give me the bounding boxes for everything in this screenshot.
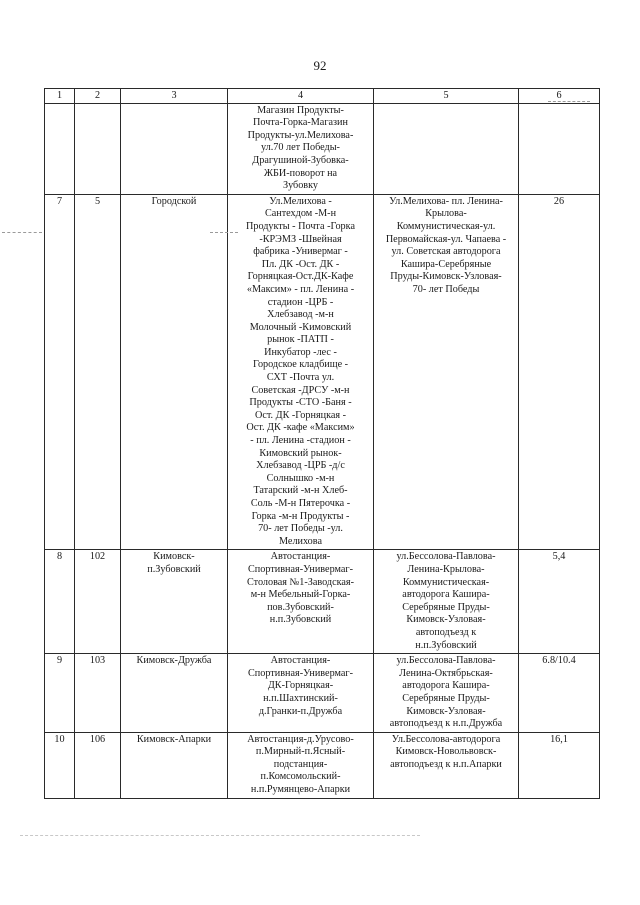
cell-line: ул.Бессолова-Павлова- (396, 551, 496, 563)
cell-line: Зубовку (282, 180, 319, 192)
table-row (45, 103, 600, 194)
cell-line: ДК-Горняцкая- (267, 680, 334, 692)
cell-line: п.Комсомольский- (260, 771, 341, 783)
cell-line: Городское кладбище - (252, 359, 349, 371)
cell-line: Автостанция-д.Урусово- (247, 733, 354, 745)
cell-line: Ул.Бессолова-автодорога (391, 733, 501, 745)
cell-line: Спортивная-Универмаг- (248, 667, 353, 679)
row-number-cell: 8 (45, 550, 75, 654)
route-number-cell: 5 (75, 194, 121, 550)
length-cell: 16,1 (519, 732, 600, 798)
cell-line: автодорога Кашира- (402, 589, 490, 601)
header-cell: 2 (75, 89, 121, 104)
cell-line: Хлебзавод -ЦРБ -д/с (256, 460, 345, 472)
table-row (45, 732, 600, 798)
cell-line: м-н Мебельный-Горка- (250, 589, 351, 601)
route-number-cell: 103 (75, 654, 121, 733)
cell-line: ул.70 лет Победы- (261, 142, 340, 154)
route-name-cell (121, 732, 228, 798)
cell-line: Молочный -Кимовский (249, 321, 352, 333)
header-cell: 3 (121, 89, 228, 104)
cell-line: Крылова- (425, 208, 467, 220)
length-cell (519, 103, 600, 194)
table-row (45, 654, 600, 733)
route-name-cell (121, 550, 228, 654)
cell-line: подстанция- (273, 758, 328, 770)
cell-line: Драгушиной-Зубовка- (252, 154, 349, 166)
cell-line: автоподъезд к н.п.Апарки (390, 758, 502, 770)
cell-line: н.п.Румянцево-Апарки (250, 784, 351, 796)
cell-line: ЖБИ-поворот на (263, 167, 338, 179)
cell-line: автоподъезд к н.п.Дружба (389, 718, 503, 730)
streets-cell (374, 103, 519, 194)
cell-line: Ул.Мелихова- пл. Ленина- (389, 195, 503, 207)
length-cell: 6.8/10.4 (519, 654, 600, 733)
cell-line: ул.Бессолова-Павлова- (396, 655, 496, 667)
route-name-cell (121, 194, 228, 550)
cell-line: Ост. ДК -кафе «Максим» (246, 422, 355, 434)
length-cell: 5,4 (519, 550, 600, 654)
cell-line: н.п.Зубовский (415, 639, 477, 651)
cell-line: Кимовск-Узловая- (406, 614, 486, 626)
cell-line: автоподъезд к (415, 626, 477, 638)
length-cell: 26 (519, 194, 600, 550)
cell-line: Автостанция- (270, 655, 331, 667)
cell-line: Серебряные Пруды- (402, 692, 490, 704)
cell-line: Сантехдом -М-н (264, 208, 337, 220)
cell-line: Кимовск-Дружба (136, 655, 212, 667)
cell-line: Горняцкая-Ост.ДК-Кафе (247, 271, 354, 283)
cell-line: Кимовск-Апарки (136, 733, 212, 745)
cell-line: -КРЭМЗ -Швейная (259, 233, 342, 245)
cell-line: СХТ -Почта ул. (266, 372, 335, 384)
cell-line: Почта-Горка-Магазин (253, 117, 348, 129)
row-number-cell: 7 (45, 194, 75, 550)
stops-cell (228, 550, 374, 654)
cell-line: Ленина-Крылова- (407, 563, 485, 575)
cell-line: н.п.Шахтинский- (263, 692, 338, 704)
streets-cell (374, 194, 519, 550)
cell-line: Столовая №1-Заводская- (246, 576, 355, 588)
cell-line: пов.Зубовский- (267, 601, 334, 613)
cell-line: Продукты-ул.Мелихова- (247, 129, 354, 141)
scan-artifact (2, 232, 42, 234)
stops-cell (228, 654, 374, 733)
cell-line: Кимовск-Узловая- (406, 705, 486, 717)
cell-line: автодорога Кашира- (402, 680, 490, 692)
row-number-cell (45, 103, 75, 194)
page-number: 92 (313, 58, 327, 73)
cell-line: Соль -М-н Пятерочка - (250, 498, 351, 509)
cell-line: Ост. ДК -Горняцкая - (254, 409, 347, 421)
header-cell: 4 (228, 89, 374, 104)
cell-line: Горка -м-н Продукты - (251, 510, 350, 522)
cell-line: стадион -ЦРБ - (267, 296, 334, 308)
cell-line: Продукты - Почта -Горка (246, 220, 355, 232)
stops-cell (228, 103, 374, 194)
header-cell: 5 (374, 89, 519, 104)
cell-line: Спортивная-Универмаг- (248, 563, 353, 575)
cell-line: ул. Советская автодорога (391, 246, 501, 258)
cell-line: Татарский -м-н Хлеб- (253, 485, 348, 497)
header-row (45, 89, 600, 104)
header-cell: 1 (45, 89, 75, 104)
cell-line: Ленина-Октябрьская- (399, 667, 493, 679)
route-number-cell (75, 103, 121, 194)
scan-artifact (210, 232, 238, 234)
cell-line: Коммунистическая-ул. (396, 220, 496, 232)
cell-line: 70- лет Победы -ул. (258, 523, 343, 535)
header-cell: 6 (519, 89, 600, 104)
cell-line: Магазин Продукты- (257, 104, 344, 116)
cell-line: Пл. ДК -Ост. ДК - (261, 258, 340, 270)
cell-line: д.Гранки-п.Дружба (258, 705, 343, 717)
cell-line: «Максим» - пл. Ленина - (246, 283, 355, 295)
cell-line: Кимовск- (153, 551, 195, 563)
cell-line: Ул.Мелихова - (269, 195, 332, 207)
route-name-cell (121, 103, 228, 194)
streets-cell (374, 732, 519, 798)
route-name-cell (121, 654, 228, 733)
table-row (45, 194, 600, 550)
streets-cell (374, 550, 519, 654)
table-row (45, 550, 600, 654)
cell-line: Кимовский рынок- (259, 447, 342, 459)
cell-line: Коммунистическая- (402, 576, 490, 588)
cell-line: фабрика -Универмаг - (253, 246, 348, 258)
cell-line: Серебряные Пруды- (402, 601, 490, 613)
cell-line: Пруды-Кимовск-Узловая- (390, 271, 502, 283)
cell-line: - пл. Ленина -стадион - (250, 435, 351, 447)
streets-cell (374, 654, 519, 733)
scan-artifact (548, 101, 590, 103)
scan-artifact (20, 835, 420, 837)
stops-cell (228, 194, 374, 550)
cell-line: п.Мирный-п.Ясный- (255, 746, 346, 758)
row-number-cell: 9 (45, 654, 75, 733)
cell-line: рынок -ПАТП - (267, 334, 334, 346)
cell-line: Автостанция- (270, 551, 331, 563)
cell-line: н.п.Зубовский (269, 614, 332, 626)
route-number-cell: 102 (75, 550, 121, 654)
cell-line: п.Зубовский (147, 563, 201, 575)
cell-line: Мелихова (279, 535, 322, 547)
cell-line: Хлебзавод -м-н (267, 309, 334, 321)
row-number-cell: 10 (45, 732, 75, 798)
cell-line: Первомайская-ул. Чапаева - (385, 233, 507, 245)
cell-line: Кашира-Серебряные (400, 258, 492, 270)
cell-line: Городской (151, 195, 197, 207)
cell-line: Инкубатор -лес - (264, 346, 337, 358)
stops-cell (228, 732, 374, 798)
cell-line: Солнышко -м-н (266, 472, 335, 484)
cell-line: Продукты -СТО -Баня - (249, 397, 352, 409)
cell-line: Кимовск-Новольвовск- (395, 746, 497, 758)
routes-table (44, 88, 600, 799)
cell-line: 70- лет Победы (412, 283, 480, 295)
cell-line: Советская -ДРСУ -м-н (251, 384, 350, 396)
routes-table-body (45, 89, 600, 799)
route-number-cell: 106 (75, 732, 121, 798)
